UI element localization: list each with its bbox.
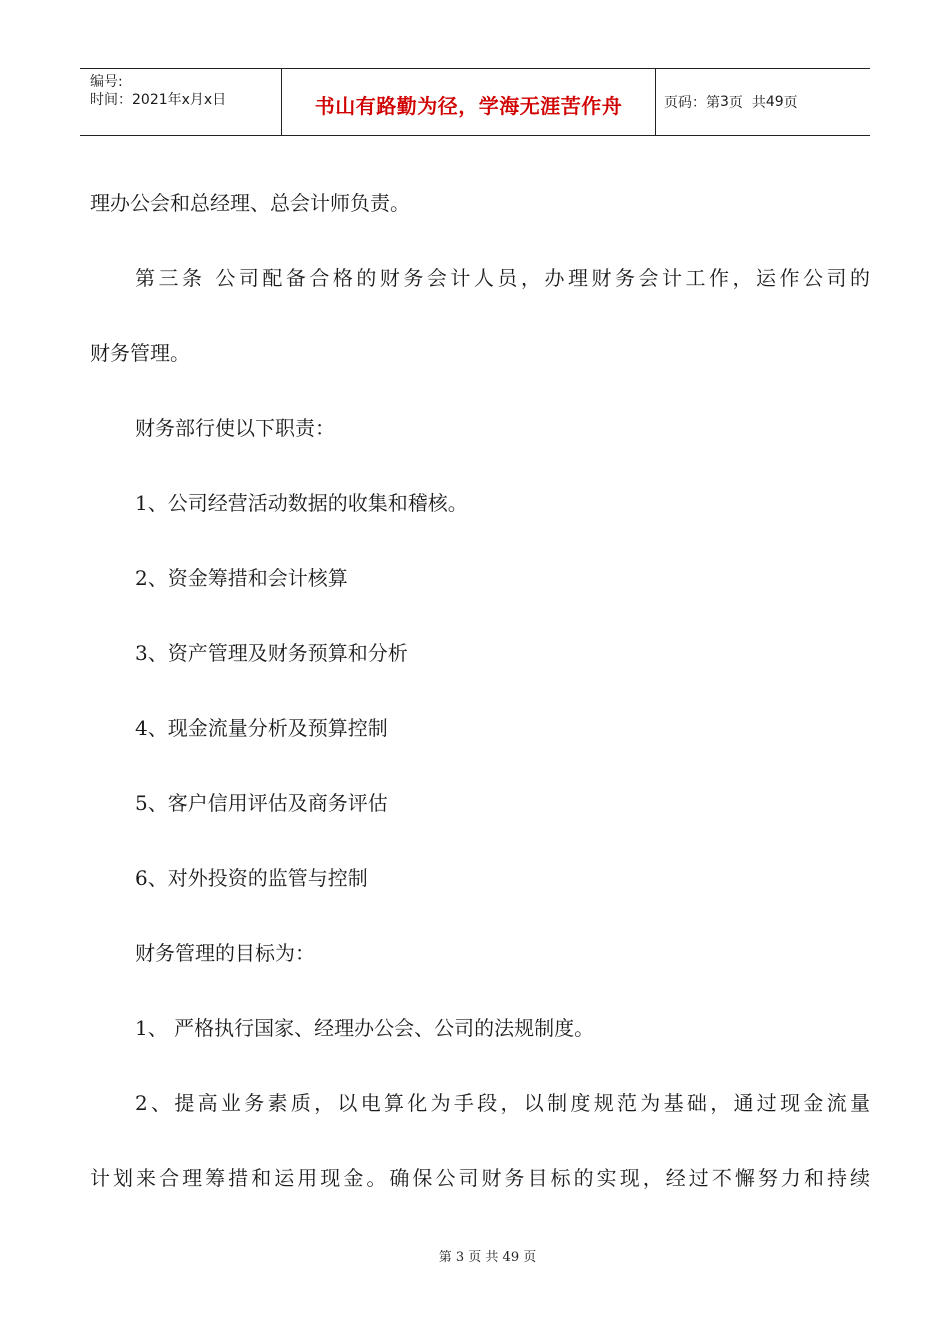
paragraph-line: 第三条 公司配备合格的财务会计人员，办理财务会计工作，运作公司的 xyxy=(135,266,870,290)
paragraph-line: 财务管理的目标为： xyxy=(135,941,315,965)
page-prefix: 页码：第 xyxy=(664,95,720,111)
header-page-number xyxy=(656,69,870,135)
document-number-label: 编号: xyxy=(90,74,123,90)
paragraph-line: 计划来合理筹措和运用现金。确保公司财务目标的实现，经过不懈努力和持续 xyxy=(90,1166,870,1190)
list-item: 6、对外投资的监管与控制 xyxy=(135,866,368,890)
list-item: 1、 严格执行国家、经理办公会、公司的法规制度。 xyxy=(135,1016,595,1040)
list-item: 3、资产管理及财务预算和分析 xyxy=(135,641,408,665)
list-item: 5、客户信用评估及商务评估 xyxy=(135,791,388,815)
document-date: 时间：2021年x月x日 xyxy=(90,92,227,108)
page-current: 3 xyxy=(720,94,729,110)
list-item: 4、现金流量分析及预算控制 xyxy=(135,716,388,740)
paragraph-line: 理办公会和总经理、总会计师负责。 xyxy=(90,191,410,215)
page-header xyxy=(80,68,870,136)
motto-text: 书山有路勤为径，学海无涯苦作舟 xyxy=(314,93,623,118)
list-item: 1、公司经营活动数据的收集和稽核。 xyxy=(135,491,468,515)
document-body xyxy=(90,166,870,1216)
page-mid: 页 共 xyxy=(728,95,766,111)
list-item: 2、提高业务素质，以电算化为手段，以制度规范为基础，通过现金流量 xyxy=(135,1091,870,1115)
paragraph-line: 财务管理。 xyxy=(90,341,190,365)
list-item: 2、资金筹措和会计核算 xyxy=(135,566,348,590)
header-motto-cell xyxy=(282,69,656,135)
page-suffix: 页 xyxy=(783,95,798,111)
page-footer: 第 3 页 共 49 页 xyxy=(438,1250,537,1265)
page-total: 49 xyxy=(765,94,784,110)
paragraph-line: 财务部行使以下职责： xyxy=(135,416,335,440)
header-meta xyxy=(80,69,282,135)
